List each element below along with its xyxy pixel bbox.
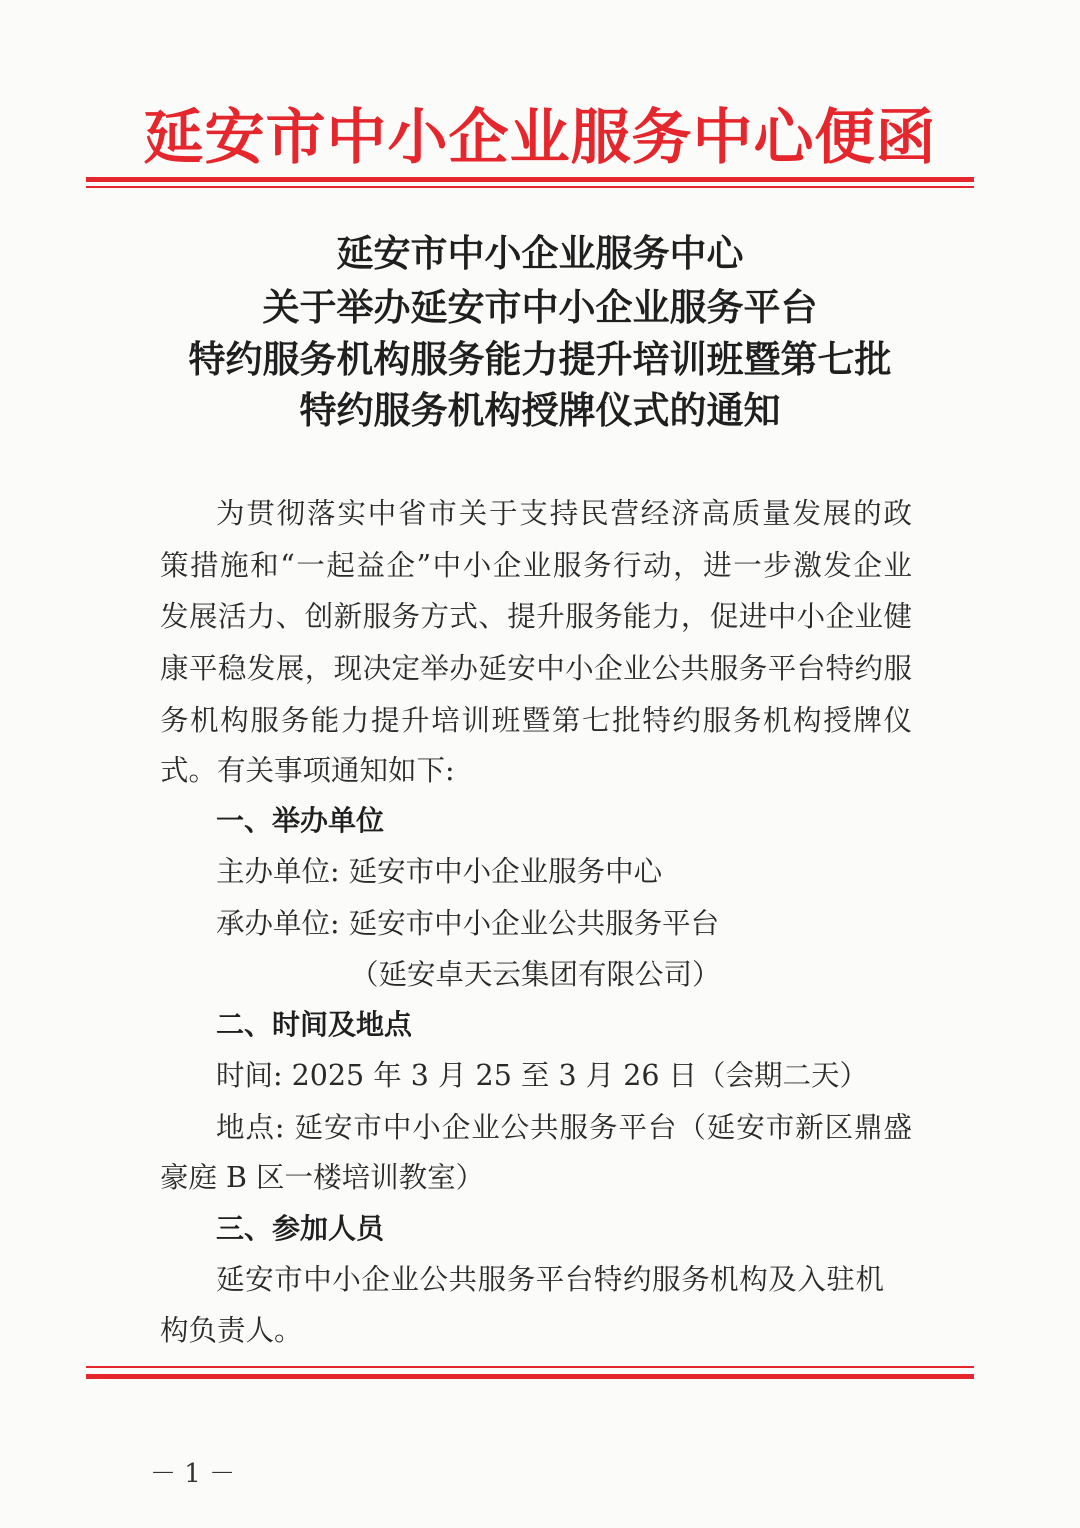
doc-title-line-1: 延安市中小企业服务中心 xyxy=(336,232,744,275)
letterhead-rule-thin xyxy=(86,186,974,188)
doc-title-line-2: 关于举办延安市中小企业服务平台 xyxy=(262,286,818,329)
intro-line-1: 为贯彻落实中省市关于支持民营经济高质量发展的政 xyxy=(216,497,912,530)
event-place-line-1: 地点: 延安市中小企业公共服务平台（延安市新区鼎盛 xyxy=(216,1111,912,1144)
footer-rule-thin xyxy=(86,1366,974,1368)
event-place-line-2: 豪庭 B 区一楼培训教室） xyxy=(160,1161,485,1194)
host-unit: 主办单位: 延安市中小企业服务中心 xyxy=(216,855,663,888)
organizer-unit: 承办单位: 延安市中小企业公共服务平台 xyxy=(216,907,720,940)
intro-line-6: 式。有关事项通知如下: xyxy=(160,754,455,787)
participants-line-2: 构负责人。 xyxy=(160,1314,303,1347)
letterhead-rule-thick xyxy=(86,177,974,182)
doc-title-line-3: 特约服务机构服务能力提升培训班暨第七批 xyxy=(188,338,892,381)
intro-line-2: 策措施和“一起益企”中小企业服务行动，进一步激发企业 xyxy=(160,549,912,582)
section-heading-participants: 三、参加人员 xyxy=(216,1212,385,1245)
organizer-company: （延安卓天云集团有限公司） xyxy=(350,958,721,991)
letterhead-title: 延安市中小企业服务中心便函 xyxy=(143,103,937,173)
section-heading-organizers: 一、举办单位 xyxy=(216,804,385,837)
page-number: － 1 － xyxy=(150,1459,236,1489)
footer-rule-thick xyxy=(86,1374,974,1379)
section-heading-time-place: 二、时间及地点 xyxy=(216,1008,413,1041)
intro-line-5: 务机构服务能力提升培训班暨第七批特约服务机构授牌仪 xyxy=(160,704,912,737)
intro-line-4: 康平稳发展，现决定举办延安中小企业公共服务平台特约服 xyxy=(160,652,912,685)
participants-line-1: 延安市中小企业公共服务平台特约服务机构及入驻机 xyxy=(216,1263,884,1296)
intro-line-3: 发展活力、创新服务方式、提升服务能力，促进中小企业健 xyxy=(160,600,912,633)
doc-title-line-4: 特约服务机构授牌仪式的通知 xyxy=(299,389,781,432)
event-time: 时间: 2025 年 3 月 25 至 3 月 26 日（会期二天） xyxy=(216,1059,869,1092)
